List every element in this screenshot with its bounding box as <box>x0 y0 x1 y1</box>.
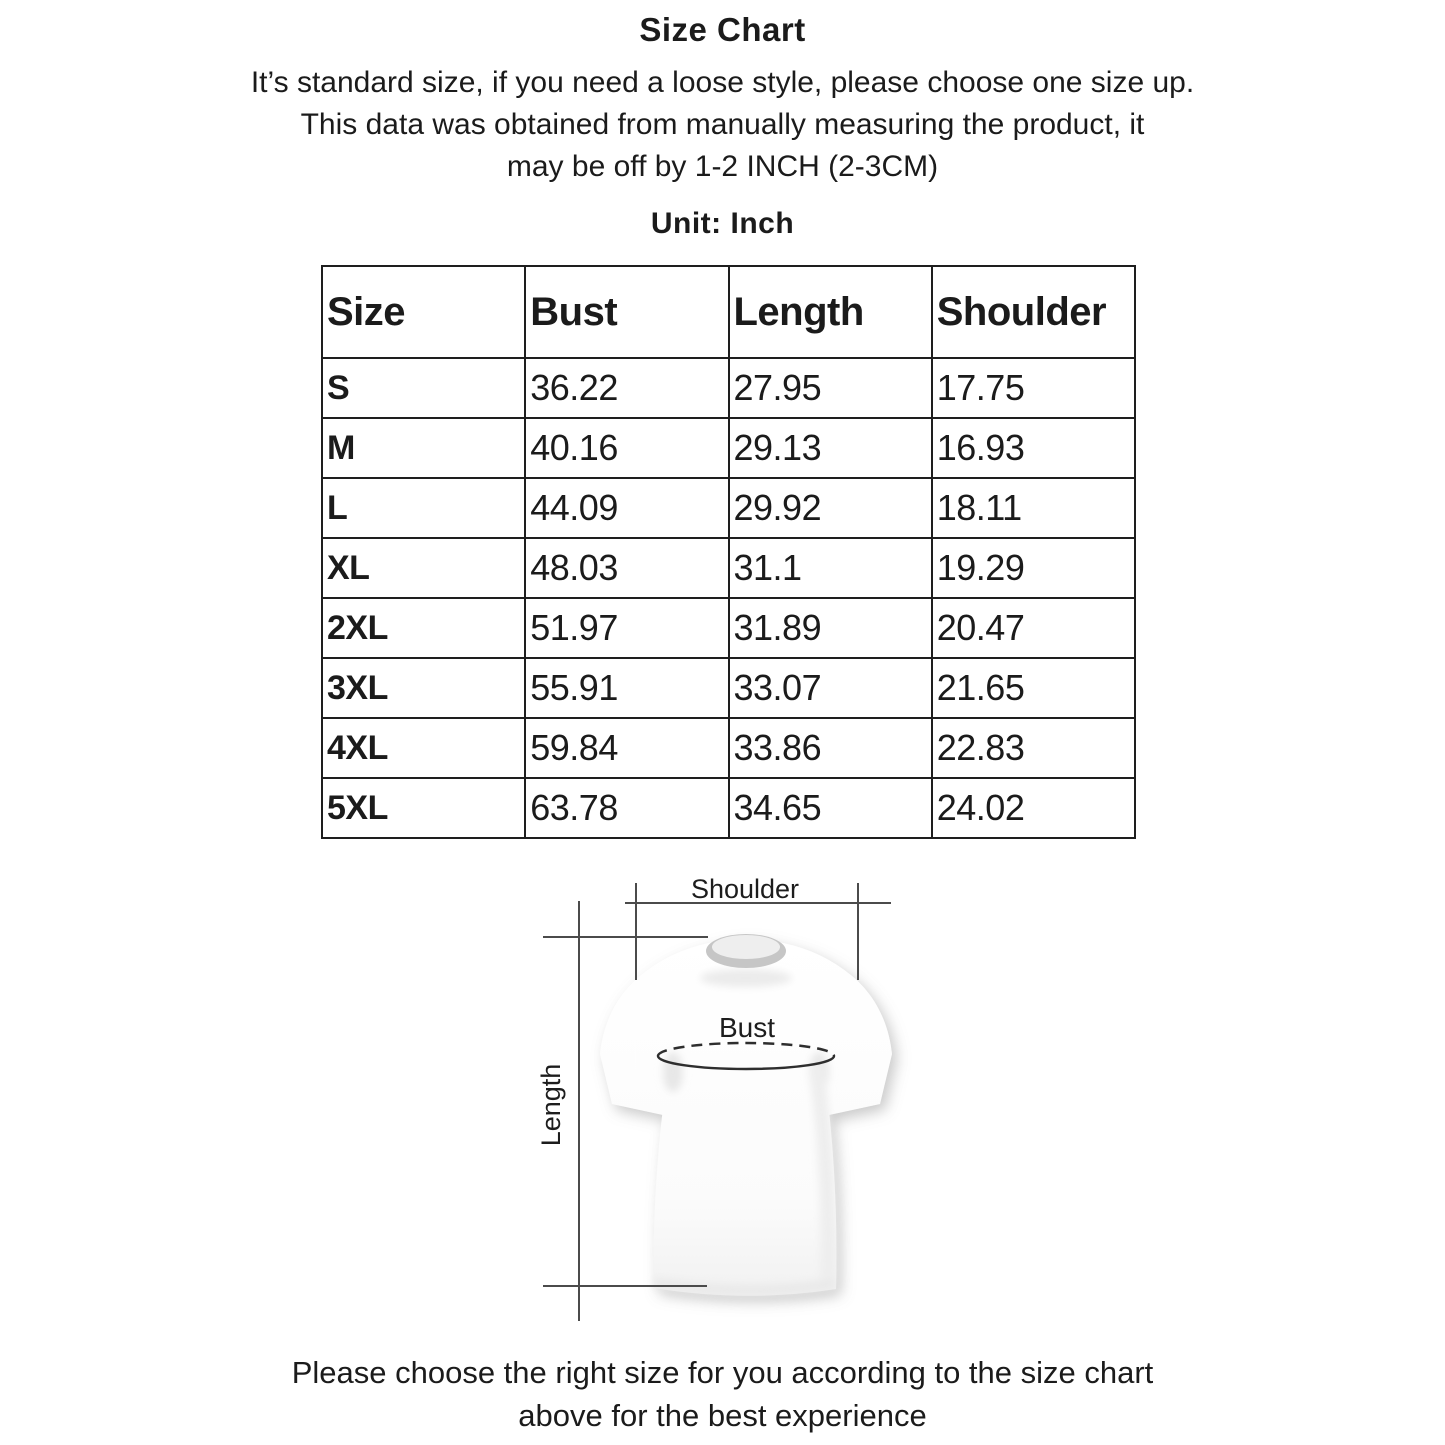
intro-line-3: may be off by 1-2 INCH (2-3CM) <box>506 150 939 183</box>
bust-cell: 48.03 <box>525 538 728 598</box>
shoulder-cell: 17.75 <box>932 358 1135 418</box>
footer-line-2: above for the best experience <box>518 1398 927 1433</box>
length-cell: 29.92 <box>729 478 932 538</box>
shoulder-cell: 24.02 <box>932 778 1135 838</box>
col-header-size: Size <box>322 266 525 358</box>
bust-cell: 51.97 <box>525 598 728 658</box>
intro-line-2: This data was obtained from manually measuring the product, it <box>300 108 1145 141</box>
table-row <box>322 718 1135 778</box>
length-cell: 31.89 <box>729 598 932 658</box>
bust-cell: 40.16 <box>525 418 728 478</box>
table-row <box>322 538 1135 598</box>
shoulder-cell: 20.47 <box>932 598 1135 658</box>
unit-label: Unit: Inch <box>650 207 795 240</box>
col-header-shoulder: Shoulder <box>932 266 1135 358</box>
size-cell: M <box>322 418 525 478</box>
page-title: Size Chart <box>639 11 806 48</box>
footer-line-1: Please choose the right size for you according to the size chart <box>291 1355 1154 1390</box>
bust-cell: 59.84 <box>525 718 728 778</box>
bust-diagram-label: Bust <box>718 1012 776 1043</box>
collar-back <box>712 935 780 959</box>
shoulder-cell: 16.93 <box>932 418 1135 478</box>
bust-cell: 63.78 <box>525 778 728 838</box>
footer-note <box>0 1351 1445 1437</box>
shoulder-cell: 21.65 <box>932 658 1135 718</box>
length-cell: 27.95 <box>729 358 932 418</box>
left-armpit-shadow <box>663 1052 683 1092</box>
intro-line-1: It’s standard size, if you need a loose style, please choose one size up. <box>250 66 1195 99</box>
length-cell: 31.1 <box>729 538 932 598</box>
size-cell: 3XL <box>322 658 525 718</box>
shoulder-cell: 22.83 <box>932 718 1135 778</box>
size-cell: XL <box>322 538 525 598</box>
length-cell: 33.07 <box>729 658 932 718</box>
shoulder-cell: 18.11 <box>932 478 1135 538</box>
table-header-row <box>322 266 1135 358</box>
shoulder-diagram-label: Shoulder <box>690 874 800 904</box>
col-header-length: Length <box>729 266 932 358</box>
col-header-bust: Bust <box>525 266 728 358</box>
length-diagram-label: Length <box>536 1063 566 1147</box>
table-row <box>322 778 1135 838</box>
size-chart-table <box>321 265 1136 839</box>
length-cell: 34.65 <box>729 778 932 838</box>
size-cell: 4XL <box>322 718 525 778</box>
size-cell: 5XL <box>322 778 525 838</box>
intro-text <box>0 62 1445 188</box>
table-row <box>322 658 1135 718</box>
length-cell: 29.13 <box>729 418 932 478</box>
table-row <box>322 478 1135 538</box>
bust-cell: 55.91 <box>525 658 728 718</box>
table-row <box>322 418 1135 478</box>
collar-shadow <box>700 969 792 987</box>
tshirt-measurement-diagram <box>528 874 962 1336</box>
bust-cell: 44.09 <box>525 478 728 538</box>
bust-cell: 36.22 <box>525 358 728 418</box>
table-row <box>322 358 1135 418</box>
size-cell: L <box>322 478 525 538</box>
tshirt-graphic <box>600 934 892 1296</box>
shoulder-cell: 19.29 <box>932 538 1135 598</box>
table-row <box>322 598 1135 658</box>
size-cell: 2XL <box>322 598 525 658</box>
length-cell: 33.86 <box>729 718 932 778</box>
size-cell: S <box>322 358 525 418</box>
